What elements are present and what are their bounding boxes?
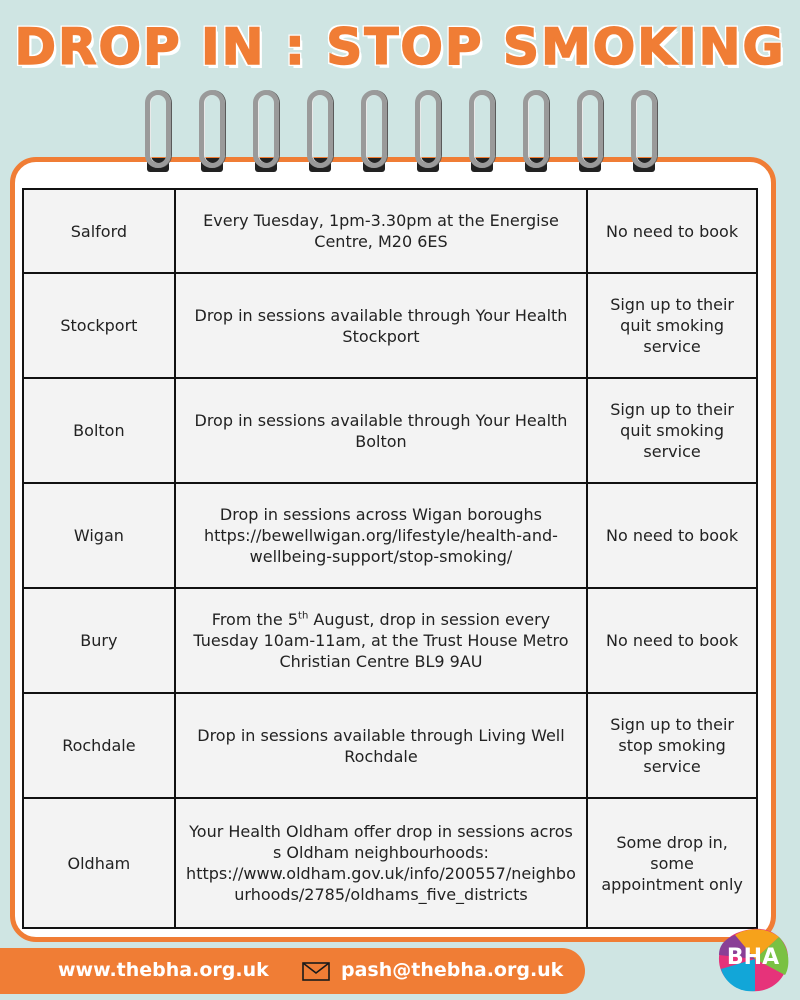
table-row: [23, 798, 757, 928]
website-link[interactable]: www.thebha.org.uk: [58, 959, 269, 981]
drop-in-table: [22, 188, 758, 929]
booking-cell: Sign up to their quit smoking service: [587, 273, 757, 378]
details-link[interactable]: https://www.oldham.gov.uk/info/200557/neighbourhoods/2785/oldhams_five_districts: [186, 864, 576, 904]
booking-cell: Sign up to their stop smoking service: [587, 693, 757, 798]
booking-cell: No need to book: [587, 189, 757, 273]
location-cell: Rochdale: [23, 693, 175, 798]
binding-ring-icon: [629, 90, 659, 176]
location-cell: Bolton: [23, 378, 175, 483]
details-cell: [175, 693, 587, 798]
details-cell: [175, 483, 587, 588]
location-cell: Stockport: [23, 273, 175, 378]
location-cell: Salford: [23, 189, 175, 273]
logo-text: BHA: [726, 945, 780, 970]
bha-logo: [715, 925, 791, 995]
table-row: [23, 693, 757, 798]
details-text: Every Tuesday, 1pm-3.30pm at the Energise Centre, M20 6ES: [203, 211, 559, 251]
table-row: [23, 588, 757, 693]
details-text: Drop in sessions available through Living Well Rochdale: [197, 725, 565, 766]
table-row: [23, 189, 757, 273]
binding-ring-icon: [305, 90, 335, 176]
booking-cell: Some drop in, some appointment only: [587, 798, 757, 928]
binding-ring-icon: [143, 90, 173, 176]
details-cell: [175, 588, 587, 693]
binding-ring-icon: [575, 90, 605, 176]
details-link[interactable]: https://bewellwigan.org/lifestyle/health-and-wellbeing-support/stop-smoking/: [203, 526, 558, 566]
location-cell: Bury: [23, 588, 175, 693]
details-text: Drop in sessions available through Your Health Bolton: [194, 410, 568, 451]
details-text: Drop in sessions available through Your Health Stockport: [194, 305, 568, 346]
binding-ring-icon: [251, 90, 281, 176]
binding-ring-icon: [359, 90, 389, 176]
details-text: Drop in sessions across Wigan boroughs: [219, 505, 543, 524]
location-cell: Wigan: [23, 483, 175, 588]
email-link[interactable]: pash@thebha.org.uk: [341, 959, 564, 981]
details-cell: [175, 189, 587, 273]
location-cell: Oldham: [23, 798, 175, 928]
details-text-end: August, drop in session every Tuesday 10am-11am, at the Trust House Metro Christian Centre BL9 9AU: [193, 610, 569, 671]
booking-cell: No need to book: [587, 588, 757, 693]
ordinal-suffix: th: [298, 610, 309, 622]
details-text: Your Health Oldham offer drop in sessions across Oldham neighbourhoods:: [189, 822, 573, 862]
details-cell: [175, 798, 587, 928]
binding-ring-icon: [521, 90, 551, 176]
footer-bar: [0, 948, 585, 994]
page-title: DROP IN : STOP SMOKING: [14, 18, 786, 76]
booking-cell: No need to book: [587, 483, 757, 588]
table-row: [23, 273, 757, 378]
binding-ring-icon: [197, 90, 227, 176]
details-cell: [175, 378, 587, 483]
spiral-binding: [0, 90, 800, 180]
details-text-start: From the 5: [211, 610, 299, 629]
binding-ring-icon: [413, 90, 443, 176]
table-row: [23, 483, 757, 588]
envelope-icon: [302, 962, 330, 981]
details-cell: [175, 273, 587, 378]
binding-ring-icon: [467, 90, 497, 176]
booking-cell: Sign up to their quit smoking service: [587, 378, 757, 483]
table-row: [23, 378, 757, 483]
